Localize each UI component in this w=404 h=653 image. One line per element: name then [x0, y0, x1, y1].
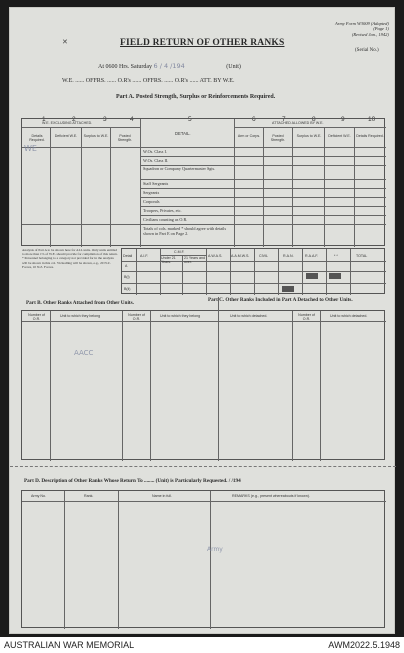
analysis-row-label: B(ii) — [124, 287, 131, 291]
part-b-h2: Unit to which they belong — [60, 314, 101, 318]
part-a-table — [21, 118, 385, 246]
header-c9: Deficient W.E. — [328, 134, 351, 138]
detail-row: Sergeants — [143, 190, 160, 195]
header-c6: Arm or Corps. — [237, 134, 261, 138]
header-excluding: W.E. EXCLUDING ATTACHED. — [42, 121, 93, 125]
col-num: 7 — [282, 116, 286, 123]
part-d-title: Part D. Description of Other Ranks Whose Return To ........ (Unit) is Particularly Requested. / /194 — [24, 478, 241, 484]
header-allowed: ATTACHED ALLOWED BY W.E. — [272, 121, 324, 125]
serial-label: (Serial No.) — [355, 48, 379, 53]
analysis-header: CIVIL — [259, 254, 268, 258]
part-b-h3: Number of O.R. — [128, 313, 145, 321]
filled-mark — [329, 273, 341, 279]
part-b-title: Part B. Other Ranks Attached from Other Units. — [26, 300, 134, 306]
form-revised: (Revised Jan., 1942) — [351, 31, 389, 37]
header-detail: DETAIL. — [175, 131, 191, 136]
analysis-header: A.A.M.W.S. — [231, 254, 250, 258]
analysis-table — [121, 248, 385, 294]
handwritten-aacc: AACC — [74, 349, 94, 357]
page-title: FIELD RETURN OF OTHER RANKS — [120, 38, 285, 48]
header-c8: Surplus to W.E. — [296, 134, 322, 138]
analysis-header: 21 Years and over. — [184, 256, 205, 264]
header-c4: Posted Strength. — [117, 134, 133, 142]
col-num: 4 — [130, 116, 134, 123]
analysis-row-label: B(i) — [124, 275, 130, 279]
detail-row: Squadron or Company Quartermaster Sgts. — [143, 166, 216, 171]
detail-row: Staff Sergeants — [143, 181, 169, 186]
header-c1: Details Required. — [29, 134, 45, 142]
footer-left: AUSTRALIAN WAR MEMORIAL — [4, 640, 135, 650]
part-c-h1: Unit to which detached. — [230, 314, 268, 318]
detail-row: Corporals — [143, 199, 160, 204]
col-num: 1 — [42, 116, 46, 123]
part-c-h3: Unit to which detached. — [330, 314, 368, 318]
analysis-header: TOTAL — [356, 254, 368, 258]
at-label: At 0600 Hrs. Saturday — [98, 64, 152, 70]
analysis-header: R.A.N. — [283, 254, 294, 258]
analysis-row-label: A — [125, 264, 128, 268]
analysis-header: A.W.A.S. — [208, 254, 223, 258]
col-num: 10 — [368, 116, 376, 123]
part-d-h1: Army No. — [31, 494, 46, 498]
col-num: 5 — [188, 116, 192, 123]
we-line: W.E. ...... OFFRS. ...... O.R's ...... OFFRS. ...... O.R's ...... ATT. BY W.E. — [62, 78, 235, 84]
part-b-h1: Number of O.R. — [28, 313, 45, 321]
filled-mark — [282, 286, 294, 292]
header-c7: Posted Strength. — [270, 134, 286, 142]
col-num: 3 — [103, 116, 107, 123]
tear-line — [10, 466, 396, 467]
form-name: Army Form W3009 (Adapted) — [335, 21, 389, 26]
handwritten-we: WE — [24, 144, 37, 153]
filled-mark — [306, 273, 318, 279]
part-a-title: Part A. Posted Strength, Surplus or Reinforcements Required. — [116, 94, 276, 100]
part-c-title: Part C. Other Ranks Included in Part A Detached to Other Units. — [208, 297, 353, 303]
part-c-h2: Number of O.R. — [298, 313, 315, 321]
margin-mark: ✕ — [62, 38, 68, 46]
footer-bar — [0, 637, 404, 653]
analysis-detail-label: Detail — [123, 254, 133, 258]
footer-right: AWM2022.5.1948 — [328, 640, 400, 650]
part-d-h2: Rank. — [84, 494, 94, 498]
detail-row: W.Os. Class I. — [143, 149, 167, 154]
analysis-note: Analysis of Part A to be shown here for ALL units. Only units entitled to more than 1% of W.E. should provide for compilation of this return. * Personnel belonging to a category not provided for in the analysis will be shown in this col. Victualling will be shown, e.g., 20 N.Z. Forces, 10 N.Z. Forces. — [22, 248, 118, 269]
col-num: 8 — [312, 116, 316, 123]
header-c2: Deficient W.E. — [54, 134, 78, 138]
detail-row: Totals of cols. marked * should agree with details shown in Part E on Page 2. — [143, 226, 227, 236]
detail-row: W.Os. Class II. — [143, 158, 169, 163]
header-c10: Details Required. — [356, 134, 384, 138]
header-c3: Surplus to W.E. — [83, 134, 109, 138]
part-bc-table — [21, 310, 385, 460]
col-num: 2 — [72, 116, 76, 123]
analysis-header: R.A.A.F. — [305, 254, 319, 258]
analysis-header: * * — [334, 254, 338, 258]
part-b-h4: Unit to which they belong — [160, 314, 201, 318]
form-sheet — [9, 7, 395, 634]
date-handwritten: 6 / 4 /194 — [153, 62, 185, 70]
part-d-h3: Name in full. — [152, 494, 172, 498]
form-page: (Page 1) — [373, 26, 389, 32]
unit-label: (Unit) — [226, 64, 241, 70]
form-meta — [335, 21, 389, 37]
analysis-header: Under 21 Years. — [161, 256, 176, 264]
part-d-table — [21, 490, 385, 628]
part-d-h4: REMARKS (e.g., present whereabouts if known). — [232, 494, 310, 498]
col-num: 6 — [252, 116, 256, 123]
analysis-header: A.I.F. — [140, 254, 149, 258]
time-line — [98, 62, 241, 70]
col-num: 9 — [341, 116, 345, 123]
detail-row: Civilians counting as O.R. — [143, 217, 188, 222]
handwritten-army: Army — [207, 546, 223, 553]
detail-row: Troopers, Privates, etc. — [143, 208, 182, 213]
analysis-cmf: C.M.F. — [174, 250, 185, 254]
